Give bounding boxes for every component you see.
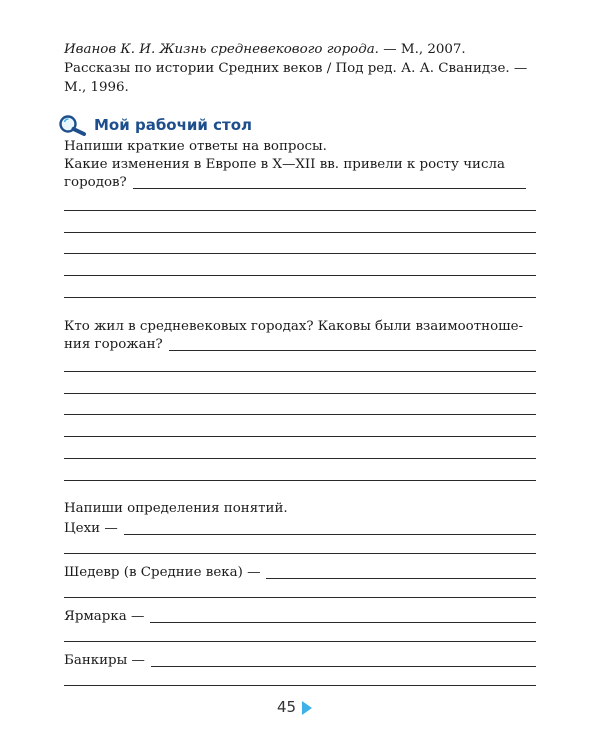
answer-row[interactable]: [64, 174, 536, 192]
answer-line[interactable]: [64, 480, 536, 481]
reference-item: Рассказы по истории Средних веков / Под ред. А. А. Сванидзе. — М., 1996.: [64, 61, 528, 95]
reference-author: Иванов К. И.: [64, 42, 156, 57]
page-footer: [0, 696, 600, 720]
reference-publication: — М., 2007.: [378, 42, 466, 57]
question-text: ния горожан?: [64, 337, 163, 352]
answer-line[interactable]: [64, 597, 536, 598]
answer-line[interactable]: [64, 253, 536, 254]
section-title: Мой рабочий стол: [94, 116, 253, 134]
definition-row[interactable]: [64, 608, 536, 626]
definition-row[interactable]: [64, 652, 536, 670]
term-label: Ярмарка —: [64, 609, 145, 624]
term-label: Банкиры —: [64, 653, 145, 668]
answer-line[interactable]: [64, 641, 536, 642]
page-number: 45: [277, 698, 297, 716]
answer-line[interactable]: [64, 553, 536, 554]
answer-line[interactable]: [64, 393, 536, 394]
answer-line[interactable]: [64, 275, 536, 276]
answer-line[interactable]: [133, 188, 526, 189]
definition-row[interactable]: [64, 520, 536, 538]
answer-line[interactable]: [150, 622, 536, 623]
answer-line[interactable]: [151, 666, 536, 667]
answer-line[interactable]: [64, 371, 536, 372]
reference-item: [64, 40, 544, 59]
section-header: [58, 114, 252, 136]
answer-line[interactable]: [64, 232, 536, 233]
answer-line[interactable]: [64, 458, 536, 459]
magnifier-icon: [58, 114, 88, 136]
question-text: Какие изменения в Европе в X—XII вв. привели к росту числа: [64, 157, 505, 172]
term-label: Цехи —: [64, 521, 118, 536]
next-page-arrow-icon: [302, 701, 312, 715]
reference-list: [64, 40, 544, 97]
task-instruction: Напиши определения понятий.: [64, 501, 288, 516]
answer-line[interactable]: [124, 534, 536, 535]
definition-row[interactable]: [64, 564, 536, 582]
answer-row[interactable]: [64, 336, 536, 354]
task-instruction: Напиши краткие ответы на вопросы.: [64, 139, 327, 154]
answer-line[interactable]: [64, 414, 536, 415]
answer-line[interactable]: [64, 210, 536, 211]
question-text: Кто жил в средневековых городах? Каковы были взаимоотноше-: [64, 319, 524, 334]
answer-line[interactable]: [169, 350, 536, 351]
answer-line[interactable]: [266, 578, 536, 579]
answer-line[interactable]: [64, 297, 536, 298]
reference-title: Жизнь средневекового города.: [159, 42, 379, 57]
question-text: городов?: [64, 175, 127, 190]
answer-line[interactable]: [64, 685, 536, 686]
answer-line[interactable]: [64, 436, 536, 437]
term-label: Шедевр (в Средние века) —: [64, 565, 261, 580]
